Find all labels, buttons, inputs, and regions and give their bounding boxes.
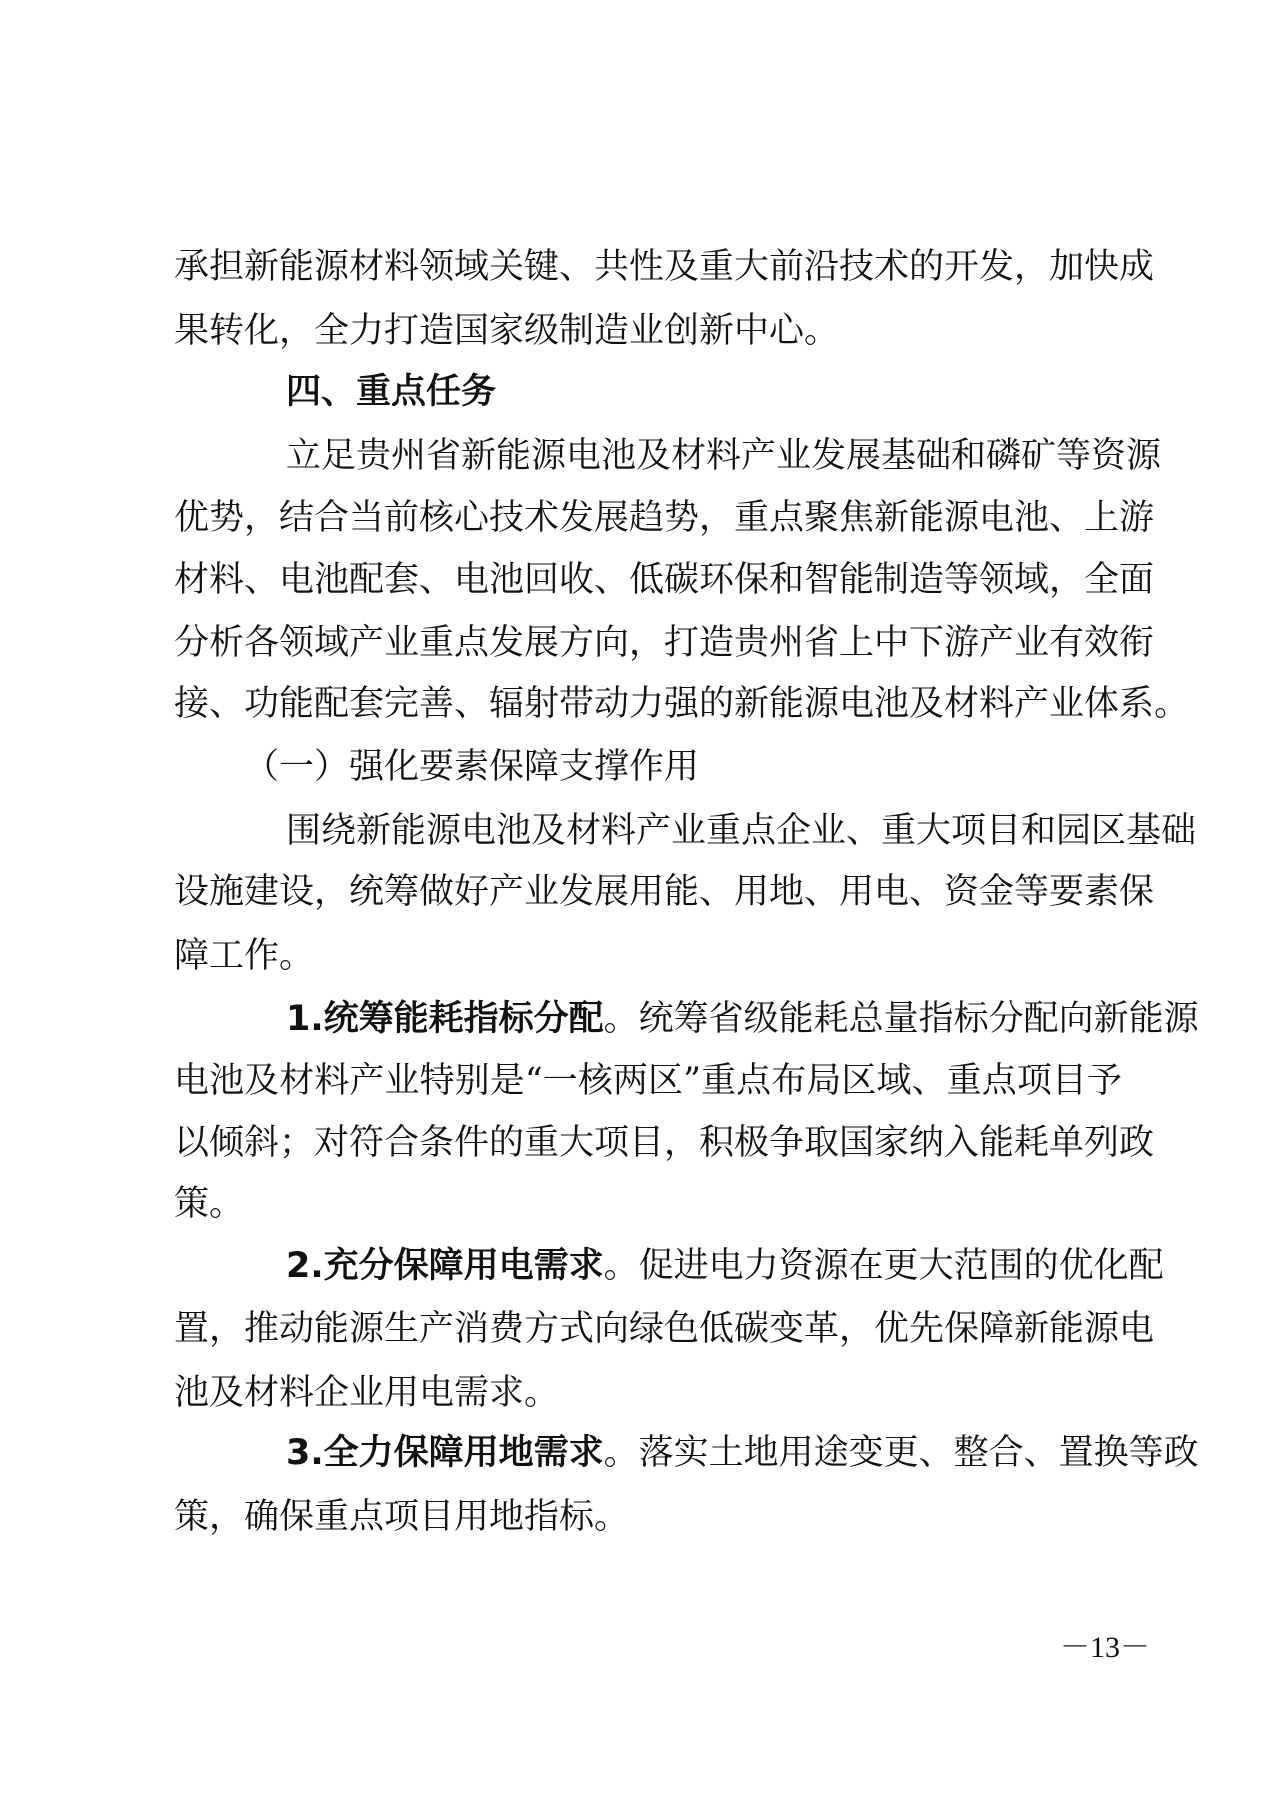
bold-lead-text: 1.统筹能耗指标分配 (286, 999, 604, 1039)
line-text: 。落实土地用途变更、整合、置换等政 (603, 1433, 1199, 1473)
text-line (174, 434, 1162, 478)
text-line (174, 809, 1197, 853)
text-line (174, 997, 1199, 1041)
line-text: 果转化，全力打造国家级制造业创新中心。 (174, 311, 840, 351)
text-line (174, 245, 1155, 289)
line-text: 分析各领域产业重点发展方向，打造贵州省上中下游产业有效衔 (174, 623, 1155, 663)
line-text: 优势，结合当前核心技术发展趋势，重点聚焦新能源电池、上游 (174, 498, 1155, 538)
bold-lead-text: 3.全力保障用地需求 (286, 1433, 604, 1473)
text-line (174, 934, 1122, 978)
text-line (174, 682, 1190, 726)
text-line (174, 1431, 1199, 1475)
line-text: 围绕新能源电池及材料产业重点企业、重大项目和园区基础 (286, 811, 1197, 851)
line-text: 障工作。 (174, 936, 315, 976)
bold-lead-text: 四、重点任务 (286, 372, 497, 412)
page-number: －13－ (1060, 1631, 1150, 1664)
text-line (174, 1495, 1122, 1539)
line-text: 池及材料企业用电需求。 (174, 1373, 560, 1413)
line-text: 。统筹省级能耗总量指标分配向新能源 (603, 999, 1199, 1039)
text-line (174, 496, 1155, 540)
text-line (174, 309, 1122, 353)
line-text: 以倾斜；对符合条件的重大项目，积极争取国家纳入能耗单列政 (174, 1123, 1155, 1163)
text-line (174, 1121, 1155, 1165)
line-text: 电池及材料产业特别是“一核两区”重点布局区域、重点项目予 (174, 1061, 1122, 1101)
text-line (174, 621, 1155, 665)
text-line (174, 1371, 1122, 1415)
subsection-heading (174, 745, 1122, 789)
text-line (174, 1059, 1122, 1103)
text-line (174, 1307, 1155, 1351)
line-text: 置，推动能源生产消费方式向绿色低碳变革，优先保障新能源电 (174, 1309, 1155, 1349)
text-line (174, 1244, 1164, 1288)
line-text: 策，确保重点项目用地指标。 (174, 1497, 630, 1537)
line-text: 策。 (174, 1184, 245, 1224)
text-line (174, 1182, 1122, 1226)
line-text: 立足贵州省新能源电池及材料产业发展基础和磷矿等资源 (286, 436, 1162, 476)
text-line (174, 558, 1155, 602)
line-text: 。促进电力资源在更大范围的优化配 (603, 1246, 1164, 1286)
line-text: 材料、电池配套、电池回收、低碳环保和智能制造等领域，全面 (174, 560, 1155, 600)
line-text: 接、功能配套完善、辐射带动力强的新能源电池及材料产业体系。 (174, 684, 1190, 724)
line-text: 承担新能源材料领域关键、共性及重大前沿技术的开发，加快成 (174, 247, 1155, 287)
text-line (174, 870, 1155, 914)
section-heading (174, 370, 1122, 414)
line-text: 设施建设，统筹做好产业发展用能、用地、用电、资金等要素保 (174, 872, 1155, 912)
line-text: （一）强化要素保障支撑作用 (244, 747, 700, 787)
bold-lead-text: 2.充分保障用电需求 (286, 1246, 604, 1286)
